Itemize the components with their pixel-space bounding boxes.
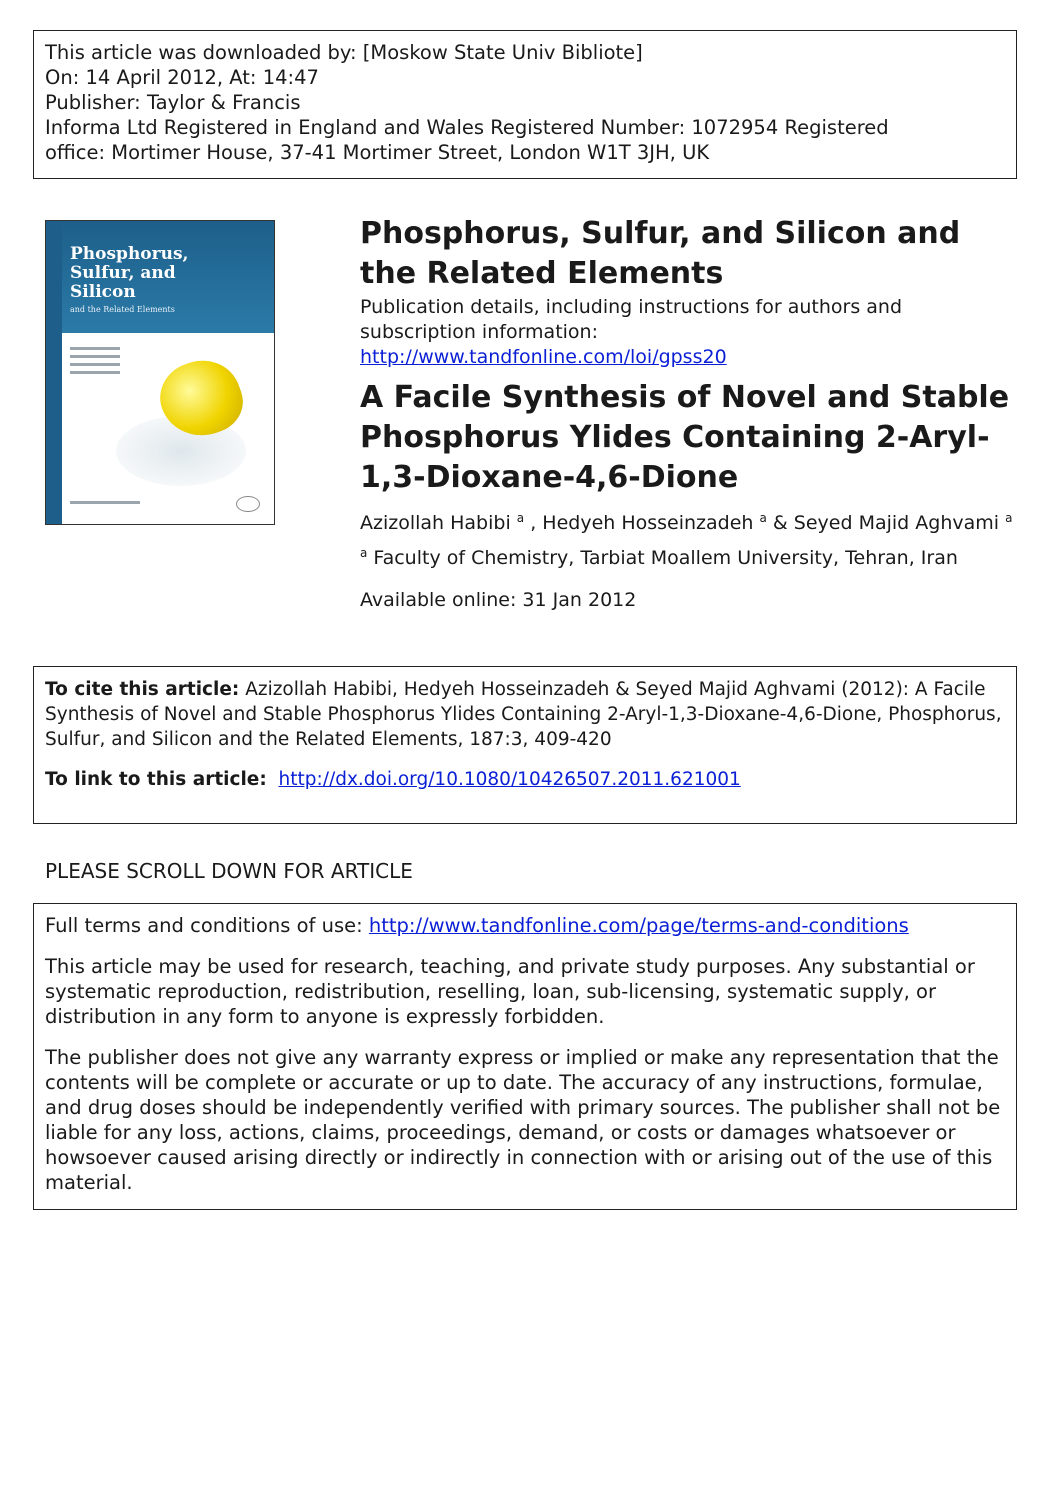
download-info-box (33, 30, 1017, 179)
scroll-notice: PLEASE SCROLL DOWN FOR ARTICLE (45, 859, 413, 883)
doi-link[interactable]: http://dx.doi.org/10.1080/10426507.2011.621001 (278, 769, 741, 790)
publisher-logo-icon (236, 496, 260, 512)
download-line: Informa Ltd Registered in England and Wales Registered Number: 1072954 Registered (45, 116, 889, 139)
cover-subtitle: and the Related Elements (70, 305, 175, 314)
affiliation-marker: a (516, 511, 525, 525)
terms-paragraph: This article may be used for research, teaching, and private study purposes. Any substantial or systematic reproduction, redistribution, reselling, loan, sub-licensing, systematic supply, or distribution in any form to anyone is expressly forbidden. (45, 955, 975, 1028)
cover-title: Phosphorus, Sulfur, and Silicon (70, 244, 189, 302)
cite-label: To cite this article: (45, 679, 240, 700)
download-line: On: 14 April 2012, At: 14:47 (45, 66, 319, 89)
author-name[interactable]: Azizollah Habibi (360, 512, 511, 534)
article-title: A Facile Synthesis of Novel and Stable Phosphorus Ylides Containing 2-Aryl-1,3-Dioxane-4,6-Dione (360, 380, 1010, 495)
terms-link[interactable]: http://www.tandfonline.com/page/terms-and-conditions (368, 914, 909, 937)
cover-spine (46, 221, 62, 524)
affiliation: $^a$ Faculty of Chemistry, Tarbiat Moallem University, Tehran, Iran (360, 546, 958, 569)
terms-box (33, 903, 1017, 1210)
citation-box (33, 666, 1017, 824)
article-header (360, 214, 1020, 613)
citation-text: To cite this article: Azizollah Habibi, Hedyeh Hosseinzadeh & Seyed Majid Aghvami (2012): A Facile Synthesis of Novel and Stable Phosphorus Ylides Containing 2-Aryl-1,3-Dioxane-4,6-Dione, Phosphorus, Sulfur, and Silicon and the Related Elements, 187:3, 409-420 (45, 679, 1002, 750)
journal-title: Phosphorus, Sulfur, and Silicon and the Related Elements (360, 216, 961, 291)
article-link-line (45, 767, 1005, 792)
terms-intro: Full terms and conditions of use: http://www.tandfonline.com/page/terms-and-conditions (45, 914, 909, 937)
journal-cover-image (45, 220, 275, 525)
author-name[interactable]: Hedyeh Hosseinzadeh (542, 512, 754, 534)
terms-paragraph: The publisher does not give any warranty express or implied or make any representation that the contents will be complete or accurate or up to date. The accuracy of any instructions, formulae, and drug doses should be independently verified with primary sources. The publisher shall not be liable for any loss, actions, claims, proceedings, demand, or costs or damages whatsoever or howsoever caused arising directly or indirectly in connection with or arising out of the use of this material. (45, 1046, 1001, 1194)
affiliation-marker: a (1005, 511, 1013, 525)
download-line: Publisher: Taylor & Francis (45, 91, 301, 114)
cover-text-lines (70, 347, 120, 379)
affiliation-marker: a (759, 511, 767, 525)
author-list: Azizollah Habibi $^a$ , Hedyeh Hosseinzadeh $^a$ & Seyed Majid Aghvami $^a$ (360, 511, 1013, 534)
journal-link[interactable]: http://www.tandfonline.com/loi/gpss20 (360, 346, 727, 368)
available-online: Available online: 31 Jan 2012 (360, 589, 637, 611)
publication-details: Publication details, including instructions for authors and subscription information: http://www.tandfonline.com/loi/gpss20 (360, 296, 903, 368)
link-label: To link to this article: (45, 769, 267, 790)
author-name[interactable]: Seyed Majid Aghvami (793, 512, 1000, 534)
cover-footer (70, 501, 140, 504)
download-line: office: Mortimer House, 37-41 Mortimer Street, London W1T 3JH, UK (45, 141, 710, 164)
download-line: This article was downloaded by: [Moskow State Univ Bibliote] (45, 41, 643, 64)
